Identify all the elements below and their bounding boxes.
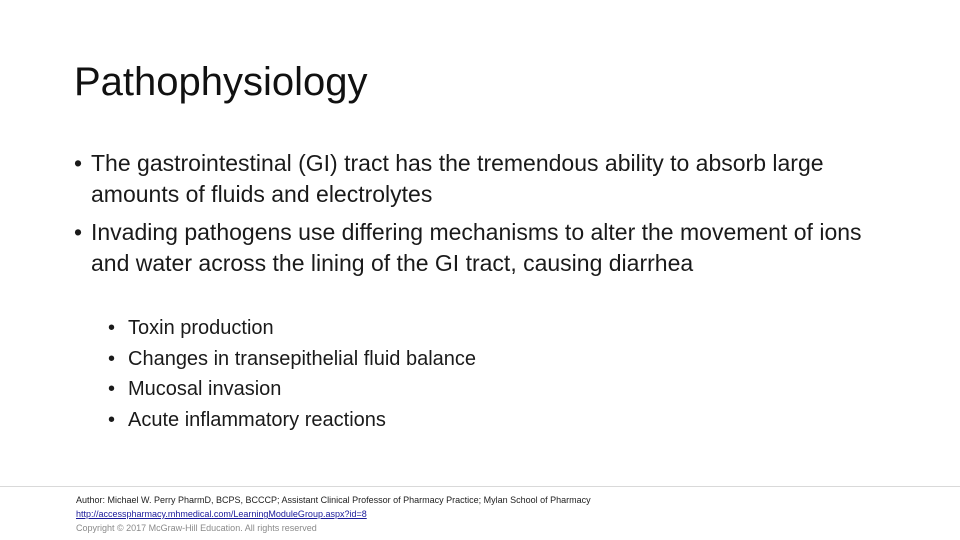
- subbullet-marker: •: [108, 317, 116, 339]
- bullet-list: [74, 148, 874, 286]
- bullet-item: [74, 148, 874, 210]
- subbullet-item: [108, 374, 476, 405]
- footer-copyright: Copyright © 2017 McGraw-Hill Education. All rights reserved: [76, 523, 317, 533]
- footer: [76, 493, 591, 535]
- subbullet-text: Acute inflammatory reactions: [128, 409, 386, 432]
- slide-title: Pathophysiology: [74, 60, 368, 104]
- subbullet-marker: •: [108, 409, 116, 432]
- bullet-text: Invading pathogens use differing mechanisms to alter the movement of ions and water across the lining of the GI tract, causing diarrhea: [91, 219, 862, 276]
- footer-author: Author: Michael W. Perry PharmD, BCPS, BCCCP; Assistant Clinical Professor of Pharmacy Practice; Mylan School of Pharmacy: [76, 495, 591, 505]
- bullet-item: [74, 217, 874, 279]
- subbullet-text: Mucosal invasion: [128, 378, 282, 401]
- bullet-text: The gastrointestinal (GI) tract has the tremendous ability to absorb large amounts of fluids and electrolytes: [91, 150, 824, 207]
- subbullet-marker: •: [108, 347, 116, 370]
- subbullet-list: [108, 313, 476, 436]
- bullet-marker: •: [74, 150, 83, 176]
- subbullet-text: Changes in transepithelial fluid balance: [128, 347, 477, 370]
- bullet-marker: •: [74, 219, 83, 245]
- footer-link[interactable]: http://accesspharmacy.mhmedical.com/LearningModuleGroup.aspx?id=8: [76, 509, 367, 519]
- subbullet-item: [108, 405, 476, 436]
- subbullet-item: [108, 344, 476, 375]
- subbullet-marker: •: [108, 378, 116, 401]
- subbullet-item: [108, 313, 476, 344]
- subbullet-text: Toxin production: [128, 317, 274, 339]
- footer-divider: [0, 486, 960, 487]
